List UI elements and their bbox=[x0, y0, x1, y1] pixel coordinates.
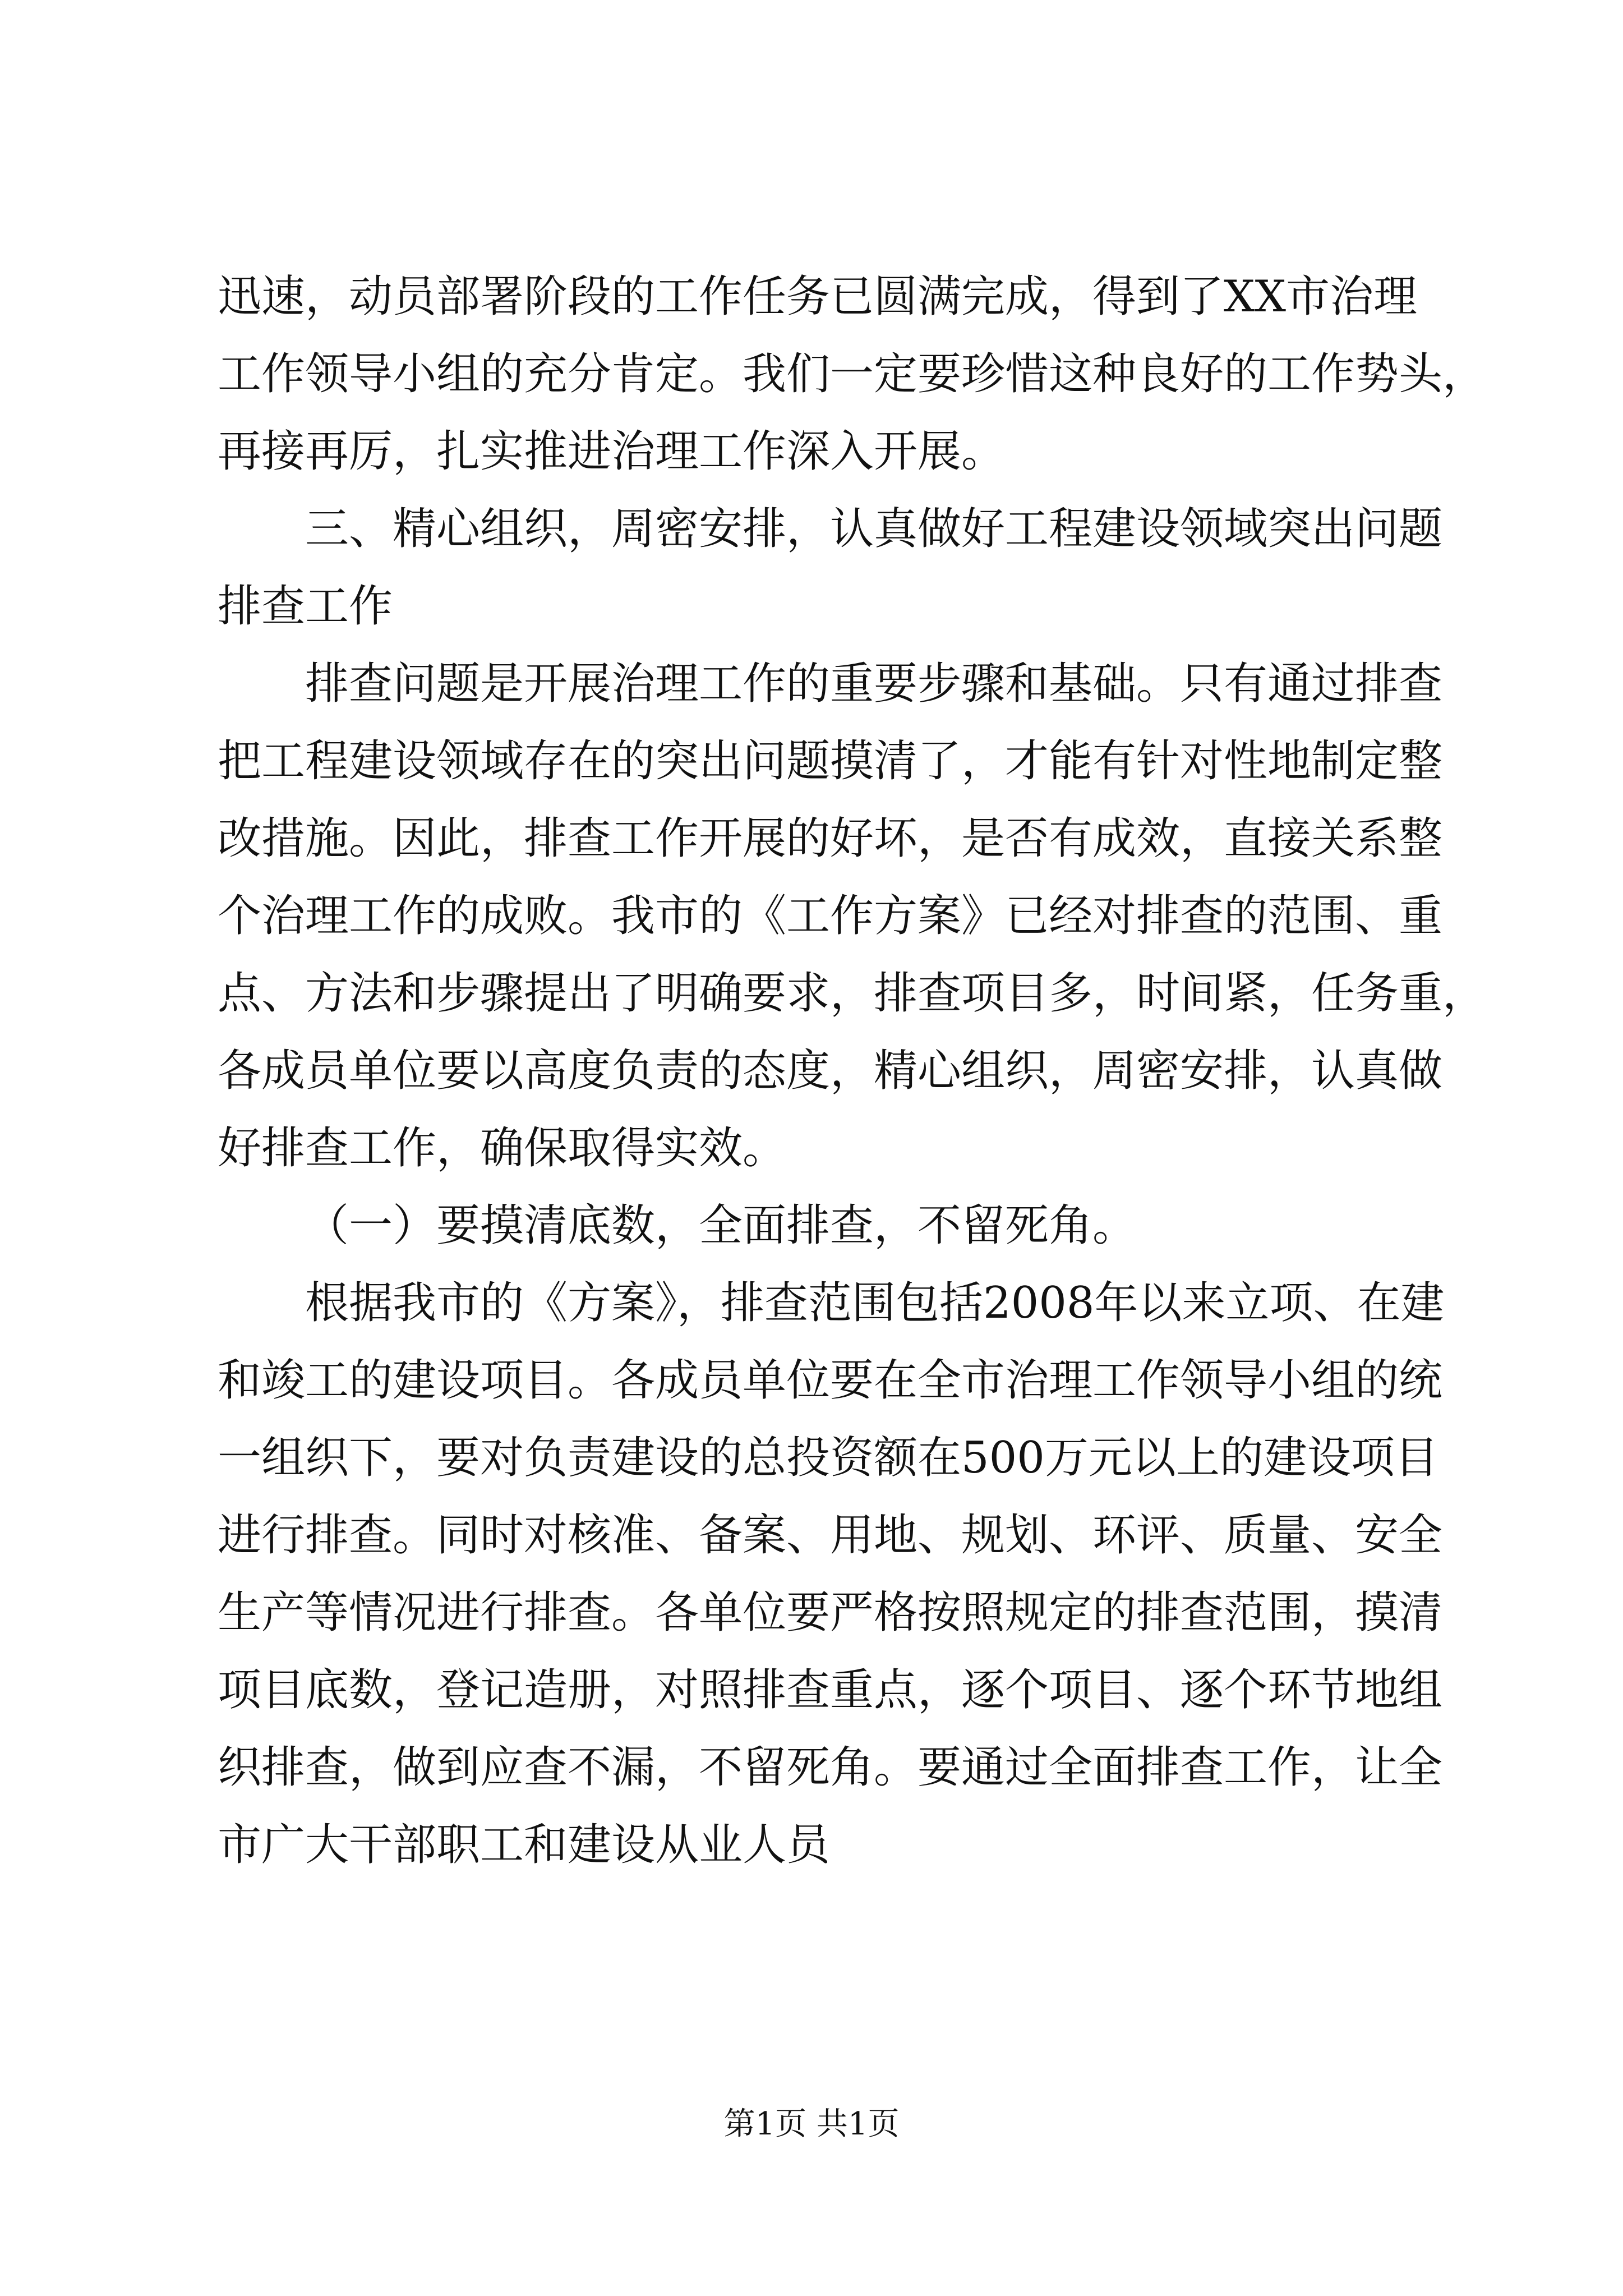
section-heading: 三、精心组织，周密安排，认真做好工程建设领域突出问题 bbox=[305, 504, 1443, 554]
text-line: 生产等情况进行排查。各单位要严格按照规定的排查范围，摸清 bbox=[218, 1588, 1443, 1638]
text-line: 好排查工作，确保取得实效。 bbox=[218, 1123, 787, 1174]
text-line: 和竣工的建设项目。各成员单位要在全市治理工作领导小组的统 bbox=[218, 1355, 1443, 1406]
page-number: 第1页 共1页 bbox=[723, 2106, 900, 2142]
text-line: 进行排查。同时对核准、备案、用地、规划、环评、质量、安全 bbox=[218, 1510, 1443, 1561]
text-line: 项目底数，登记造册，对照排查重点，逐个项目、逐个环节地组 bbox=[218, 1665, 1443, 1715]
text-line: 改措施。因此，排查工作开展的好坏，是否有成效，直接关系整 bbox=[218, 813, 1443, 864]
page-footer bbox=[0, 2105, 1623, 2144]
text-line: 工作领导小组的充分肯定。我们一定要珍惜这种良好的工作势头， bbox=[218, 349, 1487, 399]
subsection-heading: （一）要摸清底数，全面排查，不留死角。 bbox=[305, 1200, 1137, 1251]
text-line: 再接再厉，扎实推进治理工作深入开展。 bbox=[218, 426, 1006, 477]
section-heading-continued: 排查工作 bbox=[218, 581, 393, 632]
text-line: 把工程建设领域存在的突出问题摸清了，才能有针对性地制定整 bbox=[218, 736, 1443, 786]
document-body bbox=[218, 258, 1487, 1884]
text-line: 织排查，做到应查不漏，不留死角。要通过全面排查工作，让全 bbox=[218, 1742, 1443, 1793]
paragraph-start: 排查问题是开展治理工作的重要步骤和基础。只有通过排查 bbox=[305, 659, 1443, 709]
text-line: 一组织下，要对负责建设的总投资额在500万元以上的建设项目 bbox=[218, 1433, 1438, 1483]
paragraph-start: 根据我市的《方案》，排查范围包括2008年以来立项、在建 bbox=[305, 1278, 1445, 1328]
text-line: 市广大干部职工和建设从业人员 bbox=[218, 1820, 831, 1870]
text-line: 迅速，动员部署阶段的工作任务已圆满完成，得到了XX市治理 bbox=[218, 272, 1418, 322]
text-line: 个治理工作的成败。我市的《工作方案》已经对排查的范围、重 bbox=[218, 891, 1443, 941]
text-line: 各成员单位要以高度负责的态度，精心组织，周密安排，认真做 bbox=[218, 1046, 1443, 1096]
text-line: 点、方法和步骤提出了明确要求，排查项目多，时间紧，任务重， bbox=[218, 968, 1487, 1019]
